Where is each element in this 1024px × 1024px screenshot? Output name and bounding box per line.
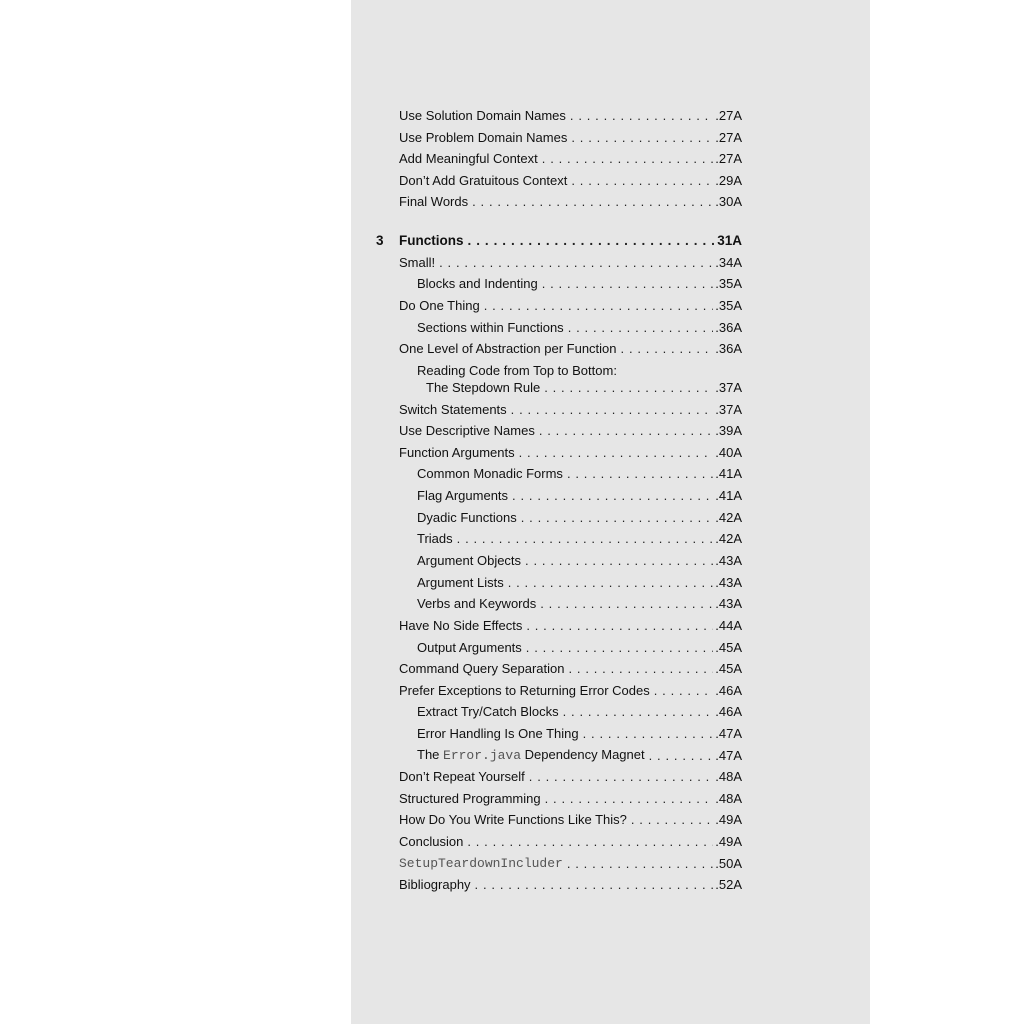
toc-subentry (417, 527, 742, 547)
toc-entry (399, 441, 742, 461)
dot-leader (539, 423, 713, 439)
toc-entry-title: Extract Try/Catch Blocks (417, 704, 559, 719)
toc-entry-code-title: SetupTeardownIncluder (399, 856, 563, 871)
toc-entry-page: .45A (715, 640, 742, 655)
dot-leader (567, 466, 713, 482)
toc-entry-page: .48A (715, 769, 742, 784)
toc-entry (399, 147, 742, 167)
dot-leader (519, 445, 714, 461)
toc-entry-page: .27A (715, 130, 742, 145)
toc-entry (399, 104, 742, 124)
toc-entry-page: .46A (715, 704, 742, 719)
toc-subentry (417, 506, 742, 526)
dot-leader (475, 877, 714, 893)
toc-subentry (417, 549, 742, 569)
toc-entry-page: .46A (715, 683, 742, 698)
toc-entry-page: .42A (715, 510, 742, 525)
toc-entry (399, 169, 742, 189)
toc-entry (399, 852, 742, 872)
toc-entry-title: Structured Programming (399, 791, 541, 806)
toc-entry-page: .50A (715, 856, 742, 871)
dot-leader (563, 704, 714, 720)
toc-entry (399, 765, 742, 785)
dot-leader (544, 380, 713, 396)
dot-leader (568, 320, 714, 336)
toc-entry-title: Bibliography (399, 877, 471, 892)
toc-entry-title: The Stepdown Rule (426, 380, 541, 395)
toc-subentry (417, 744, 742, 764)
toc-entry-page: .41A (715, 466, 742, 481)
toc-entry-title: Small! (399, 255, 436, 270)
toc-entry-title: Function Arguments (399, 445, 515, 460)
dot-leader (540, 596, 713, 612)
chapter-number: 3 (376, 233, 384, 248)
toc-entry-page: .47A (715, 748, 742, 763)
dot-leader (521, 510, 714, 526)
toc-entry (399, 787, 742, 807)
toc-entry-page: .40A (715, 445, 742, 460)
dot-leader (571, 130, 713, 146)
dot-leader (568, 661, 713, 677)
toc-entry-title: Final Words (399, 194, 469, 209)
title-prefix: The (417, 747, 444, 762)
toc-entry-title: Add Meaningful Context (399, 151, 538, 166)
toc-subentry (417, 700, 742, 720)
toc-entry-title: Reading Code from Top to Bottom: (417, 363, 617, 378)
dot-leader (649, 748, 714, 764)
toc-entry-title: Use Solution Domain Names (399, 108, 566, 123)
dot-leader (526, 640, 713, 656)
toc-entry-page: .37A (715, 380, 742, 395)
toc-entry-title: Blocks and Indenting (417, 276, 538, 291)
toc-entry-title: Output Arguments (417, 640, 522, 655)
dot-leader (583, 726, 714, 742)
toc-entry-title: Use Descriptive Names (399, 423, 535, 438)
dot-leader (457, 531, 714, 547)
toc-entry (399, 830, 742, 850)
toc-entry-title: One Level of Abstraction per Function (399, 341, 617, 356)
dot-leader (511, 402, 714, 418)
toc-chapter-entry (399, 229, 742, 249)
toc-entry-page: .36A (715, 341, 742, 356)
dot-leader (467, 834, 713, 850)
toc-entry-page: .34A (715, 255, 742, 270)
dot-leader (542, 151, 713, 167)
dot-leader (512, 488, 713, 504)
toc-entry-page: .47A (715, 726, 742, 741)
dot-leader (525, 553, 713, 569)
toc-subentry (417, 636, 742, 656)
toc-entry-title: Prefer Exceptions to Returning Error Codes (399, 683, 650, 698)
toc-entry-title: Error Handling Is One Thing (417, 726, 579, 741)
toc-subentry (417, 462, 742, 482)
toc-entry-title: Switch Statements (399, 402, 507, 417)
toc-entry-title: Do One Thing (399, 298, 480, 313)
toc-entry-page: .35A (715, 298, 742, 313)
dot-leader (654, 683, 714, 699)
dot-leader (484, 298, 714, 314)
toc-entry-page: .27A (715, 108, 742, 123)
toc-subentry (417, 592, 742, 612)
toc-entry-title: Argument Objects (417, 553, 522, 568)
toc-entry-page: .35A (715, 276, 742, 291)
dot-leader (529, 769, 713, 785)
toc-entry (399, 679, 742, 699)
toc-entry-page: .39A (715, 423, 742, 438)
toc-entry-page: .49A (715, 834, 742, 849)
code-class-name: Error.java (443, 748, 522, 763)
dot-leader (468, 233, 716, 249)
toc-subentry (417, 484, 742, 504)
toc-entry-title: Argument Lists (417, 575, 504, 590)
toc-entry-title (417, 747, 649, 764)
dot-leader (545, 791, 714, 807)
toc-entry (399, 808, 742, 828)
toc-entry-page: .43A (715, 575, 742, 590)
dot-leader (570, 108, 713, 124)
toc-entry-title: Flag Arguments (417, 488, 509, 503)
toc-entry-title: Sections within Functions (417, 320, 564, 335)
toc-entry (399, 614, 742, 634)
toc-entry-page: .43A (715, 553, 742, 568)
toc-subentry (417, 272, 742, 292)
toc-entry-page: .48A (715, 791, 742, 806)
toc-entry-title: Conclusion (399, 834, 464, 849)
toc-subentry-continued (426, 376, 742, 396)
toc-entry (399, 251, 742, 271)
dot-leader (567, 856, 713, 872)
toc-subentry (417, 316, 742, 336)
toc-entry-page: .43A (715, 596, 742, 611)
toc-entry-title: Common Monadic Forms (417, 466, 563, 481)
toc-entry (399, 657, 742, 677)
dot-leader (526, 618, 713, 634)
toc-entry (399, 398, 742, 418)
toc-entry-title: Verbs and Keywords (417, 596, 537, 611)
toc-entry-title: Command Query Separation (399, 661, 565, 676)
book-page (351, 0, 870, 1024)
toc-entry (399, 419, 742, 439)
toc-entry-title: Triads (417, 531, 453, 546)
dot-leader (439, 255, 713, 271)
dot-leader (508, 575, 714, 591)
toc-entry (399, 190, 742, 210)
toc-entry-page: .49A (715, 812, 742, 827)
toc-entry (399, 337, 742, 357)
toc-entry-page: .45A (715, 661, 742, 676)
dot-leader (621, 341, 714, 357)
dot-leader (542, 276, 714, 292)
title-suffix: Dependency Magnet (521, 747, 645, 762)
toc-entry-page: .42A (715, 531, 742, 546)
toc-entry-page: .27A (715, 151, 742, 166)
toc-subentry (417, 722, 742, 742)
toc-entry-page: .41A (715, 488, 742, 503)
toc-entry-page: .52A (715, 877, 742, 892)
dot-leader (631, 812, 713, 828)
toc-entry (399, 294, 742, 314)
chapter-title: Functions (399, 233, 464, 248)
toc-entry-page: .37A (715, 402, 742, 417)
dot-leader (571, 173, 713, 189)
toc-entry-title: Don’t Add Gratuitous Context (399, 173, 568, 188)
toc-entry (399, 126, 742, 146)
toc-subentry (417, 571, 742, 591)
chapter-page: 31A (717, 233, 742, 248)
toc-entry-title: How Do You Write Functions Like This? (399, 812, 627, 827)
toc-entry-title: Have No Side Effects (399, 618, 523, 633)
toc-entry-title: Use Problem Domain Names (399, 130, 568, 145)
toc-entry-page: .44A (715, 618, 742, 633)
toc-entry-page: .29A (715, 173, 742, 188)
toc-entry-title: Don’t Repeat Yourself (399, 769, 525, 784)
toc-entry-page: .30A (715, 194, 742, 209)
toc-entry (399, 873, 742, 893)
toc-entry-title: Dyadic Functions (417, 510, 517, 525)
dot-leader (472, 194, 713, 210)
toc-entry-page: .36A (715, 320, 742, 335)
